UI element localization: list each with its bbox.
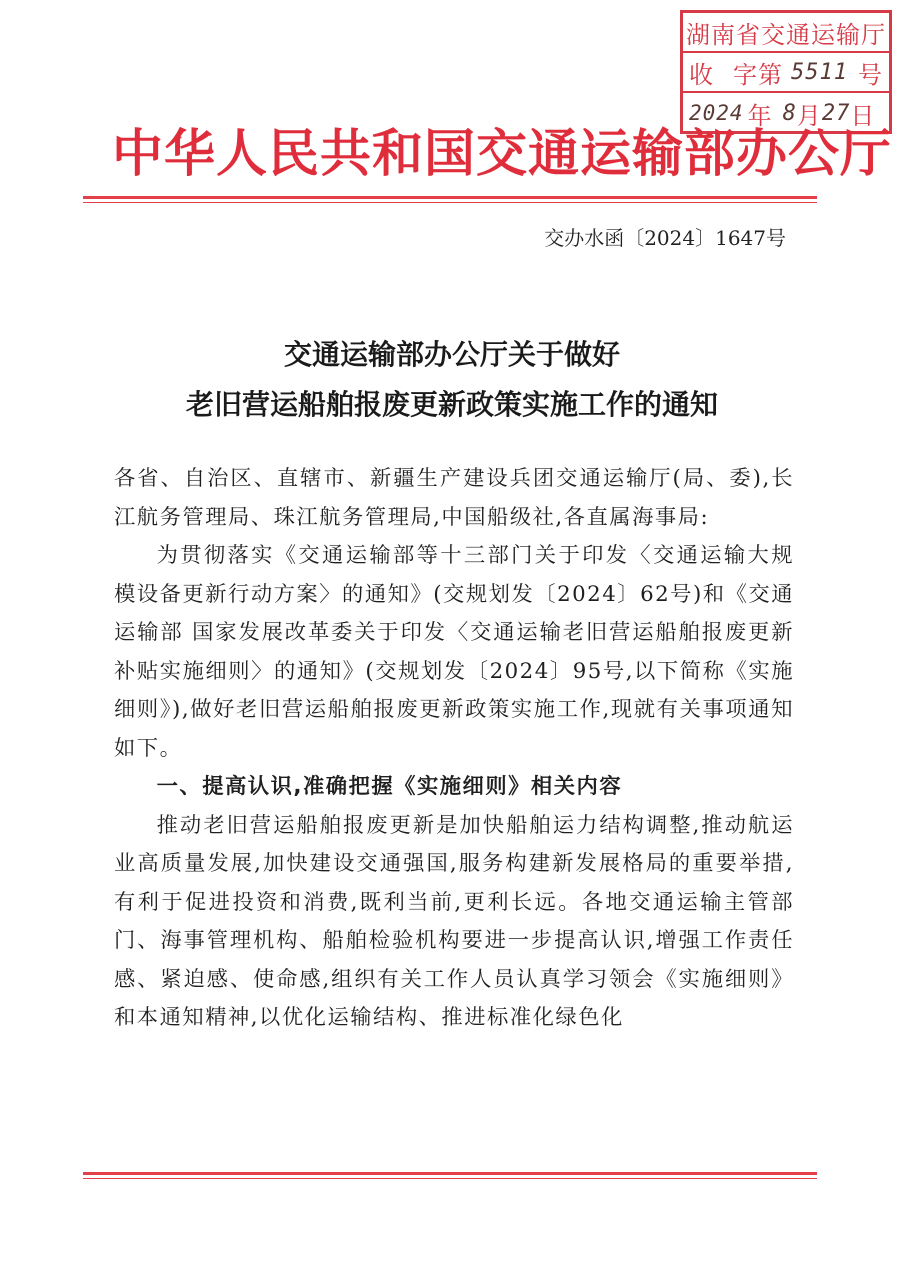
stamp-zi-di: 字第 <box>733 60 784 89</box>
stamp-number: 5511 <box>791 59 848 85</box>
header-rule-thick <box>83 196 817 199</box>
footer-rule-thick <box>83 1172 817 1175</box>
document-body <box>114 460 794 1038</box>
section-1-heading: 一、提高认识,准确把握《实施细则》相关内容 <box>156 774 623 799</box>
stamp-hao: 号 <box>858 60 883 89</box>
document-number: 交办水函〔2024〕1647号 <box>544 226 786 250</box>
stamp-nian: 年 <box>747 101 773 130</box>
intro-paragraph: 为贯彻落实《交通运输部等十三部门关于印发〈交通运输大规模设备更新行动方案〉的通知》(交规划发〔2024〕62号)和《交通运输部 国家发展改革委关于印发〈交通运输老旧营运船舶报废更新补贴实施细则〉的通知》(交规划发〔2024〕95号,以下简称《实施细则》),做好老旧营运船舶报废更新政策实施工作,现就有关事项通知如下。 <box>114 543 794 761</box>
footer-rule-thin <box>83 1178 817 1179</box>
document-title <box>0 330 904 430</box>
stamp-shou: 收 <box>689 60 714 89</box>
header-rule-thin <box>83 202 817 203</box>
addressees-paragraph: 各省、自治区、直辖市、新疆生产建设兵团交通运输厅(局、委),长江航务管理局、珠江航务管理局,中国船级社,各直属海事局: <box>114 466 794 530</box>
stamp-year: 2024 <box>689 101 744 125</box>
stamp-org: 湖南省交通运输厅 <box>683 13 889 53</box>
stamp-day: 27 <box>821 100 851 126</box>
issuing-org-title: 中华人民共和国交通运输部办公厅 <box>112 125 893 184</box>
section-1-paragraph: 推动老旧营运船舶报废更新是加快船舶运力结构调整,推动航运业高质量发展,加快建设交通强国,服务构建新发展格局的重要举措,有利于促进投资和消费,既利当前,更利长远。各地交通运输主管部门、海事管理机构、船舶检验机构要进一步提高认识,增强工作责任感、紧迫感、使命感,组织有关工作人员认真学习领会《实施细则》和本通知精神,以优化运输结构、推进标准化绿色化 <box>114 812 794 1030</box>
document-title-line-1: 交通运输部办公厅关于做好 <box>283 338 620 371</box>
stamp-yue: 月 <box>796 101 822 130</box>
stamp-month: 8 <box>782 100 797 126</box>
document-title-line-2: 老旧营运船舶报废更新政策实施工作的通知 <box>185 388 718 421</box>
stamp-ri: 日 <box>850 101 876 130</box>
stamp-receipt-number-row <box>683 53 889 93</box>
